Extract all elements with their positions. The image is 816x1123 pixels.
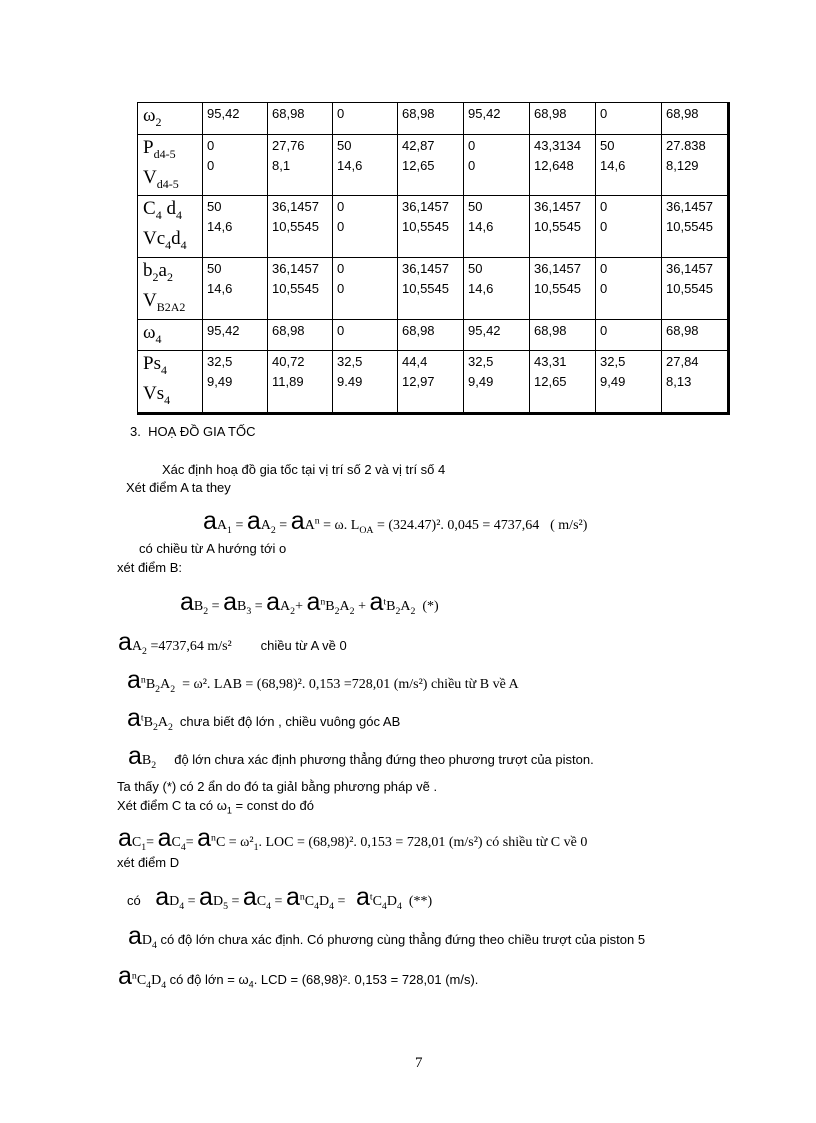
row-label: $\omega_4$ bbox=[138, 319, 203, 351]
point-d-line: xét điểm D bbox=[117, 855, 180, 870]
row-label: $C_4$ $d_4$ $Vc_4d_4$ bbox=[138, 196, 203, 258]
row-label: $\omega_2$ bbox=[138, 103, 203, 135]
ad4-text: có độ lớn chưa xác định. Có phương cùng thẳng đứng theo chiều trượt của piston 5 bbox=[160, 932, 646, 947]
row-label: $b_2a_2$ $V_{B2A2}$ bbox=[138, 257, 203, 319]
table-cell: 36,1457 10,5545 bbox=[398, 196, 464, 258]
table-cell: 0 bbox=[333, 103, 398, 135]
table-cell: 68,98 bbox=[268, 103, 333, 135]
table-cell: 43,31 12,65 bbox=[530, 351, 596, 414]
table-cell: 0 bbox=[596, 319, 662, 351]
table-cell: 0 0 bbox=[596, 196, 662, 258]
velocity-table bbox=[137, 102, 730, 415]
eq1-unit: ( m/s²) bbox=[550, 518, 588, 533]
table-cell: 0 0 bbox=[464, 134, 530, 196]
table-cell: 27,84 8,13 bbox=[662, 351, 729, 414]
anc-text: có độ lớn = ω bbox=[169, 972, 249, 987]
table-cell: 0 bbox=[333, 319, 398, 351]
table-cell: 68,98 bbox=[530, 319, 596, 351]
table-row bbox=[138, 196, 729, 258]
ac-line: $aC_1= aC_4= a^nC = \omega^2_1$. LOC = (68,98)². 0,153 = 728,01 (m/s²) có shiều từ C về 0 bbox=[118, 824, 588, 853]
table-row bbox=[138, 257, 729, 319]
point-b-line: xét điểm B: bbox=[117, 560, 183, 575]
table-cell: 36,1457 10,5545 bbox=[268, 257, 333, 319]
row-label: $P_{d4-5}$ $V_{d4-5}$ bbox=[138, 134, 203, 196]
table-cell: 32,5 9,49 bbox=[464, 351, 530, 414]
table-cell: 95,42 bbox=[203, 319, 268, 351]
unknowns-line: Ta thấy (*) có 2 ẩn do đó ta giảI bằng phương pháp vẽ . bbox=[117, 779, 438, 794]
intro-line: Xác định hoạ đồ gia tốc tại vị trí số 2 và vị trí số 4 bbox=[162, 462, 446, 477]
atb-line: $a^tB_2A_2$ chưa biết độ lớn , chiều vuông góc AB bbox=[127, 704, 401, 733]
equation-aa: $aA_1 = aA_2 = aA^n = \omega$. $L_{OA} = (324.47)^2$. 0,045 = 4737,64 ( m/s²) bbox=[203, 507, 588, 536]
table-cell: 68,98 bbox=[398, 103, 464, 135]
table-cell: 36,1457 10,5545 bbox=[398, 257, 464, 319]
table-cell: 36,1457 10,5545 bbox=[530, 257, 596, 319]
section-heading bbox=[130, 424, 255, 439]
table-cell: 32,5 9,49 bbox=[203, 351, 268, 414]
row-label: $Ps_4$ $Vs_4$ bbox=[138, 351, 203, 414]
table-cell: 42,87 12,65 bbox=[398, 134, 464, 196]
table-cell: 68,98 bbox=[268, 319, 333, 351]
table-cell: 68,98 bbox=[530, 103, 596, 135]
table-cell: 68,98 bbox=[662, 319, 729, 351]
table-cell: 0 0 bbox=[333, 257, 398, 319]
table-cell: 50 14,6 bbox=[203, 257, 268, 319]
section-title: HOẠ ĐỒ GIA TỐC bbox=[148, 424, 256, 439]
page-number: 7 bbox=[415, 1055, 423, 1071]
table-cell: 36,1457 10,5545 bbox=[662, 257, 729, 319]
ab2-line: $aB_2$ độ lớn chưa xác định phương thẳng đứng theo phương trượt của piston. bbox=[128, 742, 594, 771]
table-cell: 50 14,6 bbox=[464, 257, 530, 319]
anb-formula: . LAB = (68,98)². 0,153 =728,01 (m/s²) chiều từ B về A bbox=[206, 677, 519, 692]
table-cell: 68,98 bbox=[398, 319, 464, 351]
table-cell: 0 0 bbox=[596, 257, 662, 319]
table-cell: 95,42 bbox=[464, 319, 530, 351]
anc-formula: . LCD = (68,98)². 0,153 = 728,01 (m/s). bbox=[253, 972, 479, 987]
table-cell: 50 14,6 bbox=[333, 134, 398, 196]
table-cell: 36,1457 10,5545 bbox=[530, 196, 596, 258]
table-row bbox=[138, 134, 729, 196]
atb-text: chưa biết độ lớn , chiều vuông góc AB bbox=[179, 714, 401, 729]
point-c-tail: = const do đó bbox=[231, 798, 314, 813]
aa2-value: =4737,64 m/s² bbox=[150, 639, 232, 654]
table-cell: 0 0 bbox=[203, 134, 268, 196]
table-cell: 44,4 12,97 bbox=[398, 351, 464, 414]
table-cell: 32,5 9.49 bbox=[333, 351, 398, 414]
dir-a-line: có chiều từ A hướng tới o bbox=[139, 541, 287, 556]
equation-ad: có $aD_4 = aD_5 = aC_4 = a^nC_4D_4 = a^tC_4D_4$ (**) bbox=[127, 883, 433, 912]
table-cell: 0 bbox=[596, 103, 662, 135]
table-cell: 0 0 bbox=[333, 196, 398, 258]
co-word: có bbox=[127, 893, 141, 908]
table-row bbox=[138, 103, 729, 135]
aa2-line: $aA_2 =4737,64$ m/s² chiều từ A về 0 bbox=[118, 628, 347, 657]
table-row bbox=[138, 351, 729, 414]
aa2-dir: chiều từ A về 0 bbox=[260, 638, 347, 653]
table-cell: 27,76 8,1 bbox=[268, 134, 333, 196]
table-cell: 40,72 11,89 bbox=[268, 351, 333, 414]
table-cell: 50 14,6 bbox=[464, 196, 530, 258]
ac-formula: . LOC = (68,98)². 0,153 = 728,01 (m/s²) có shiều từ C về 0 bbox=[258, 835, 588, 850]
point-a-line: Xét điểm A ta they bbox=[126, 480, 231, 495]
table-cell: 95,42 bbox=[203, 103, 268, 135]
table-cell: 36,1457 10,5545 bbox=[268, 196, 333, 258]
table-cell: 27.838 8,129 bbox=[662, 134, 729, 196]
anb-line: $a^nB_2A_2 = \omega^2$. LAB = (68,98)². 0,153 =728,01 (m/s²) chiều từ B về A bbox=[127, 666, 519, 695]
ab2-text: độ lớn chưa xác định phương thẳng đứng theo phương trượt của piston. bbox=[174, 752, 594, 767]
table-cell: 43,3134 12,648 bbox=[530, 134, 596, 196]
section-number: 3. bbox=[130, 424, 141, 439]
table-cell: 95,42 bbox=[464, 103, 530, 135]
eq1-tail: . L bbox=[343, 518, 360, 533]
table-cell: 50 14,6 bbox=[596, 134, 662, 196]
anc-line: $a^nC_4D_4$ có độ lớn = $\omega_4$. LCD = (68,98)². 0,153 = 728,01 (m/s). bbox=[118, 962, 479, 991]
ad4-line: $aD_4$ có độ lớn chưa xác định. Có phương cùng thẳng đứng theo chiều trượt của piston 5 bbox=[128, 922, 646, 951]
equation-ab: $aB_2 = aB_3 = aA_2+ a^nB_2A_2 + a^tB_2A_2$ (*) bbox=[180, 588, 439, 617]
table-cell: 36,1457 10,5545 bbox=[662, 196, 729, 258]
table-row bbox=[138, 319, 729, 351]
table-cell: 50 14,6 bbox=[203, 196, 268, 258]
table-cell: 32,5 9,49 bbox=[596, 351, 662, 414]
point-c-line: Xét điểm C ta có $\omega_1$ = const do đó bbox=[117, 798, 314, 816]
table-cell: 68,98 bbox=[662, 103, 729, 135]
point-c-text: Xét điểm C ta có ω bbox=[117, 798, 227, 813]
eq1-value: = (324.47)². 0,045 = 4737,64 bbox=[376, 518, 540, 533]
